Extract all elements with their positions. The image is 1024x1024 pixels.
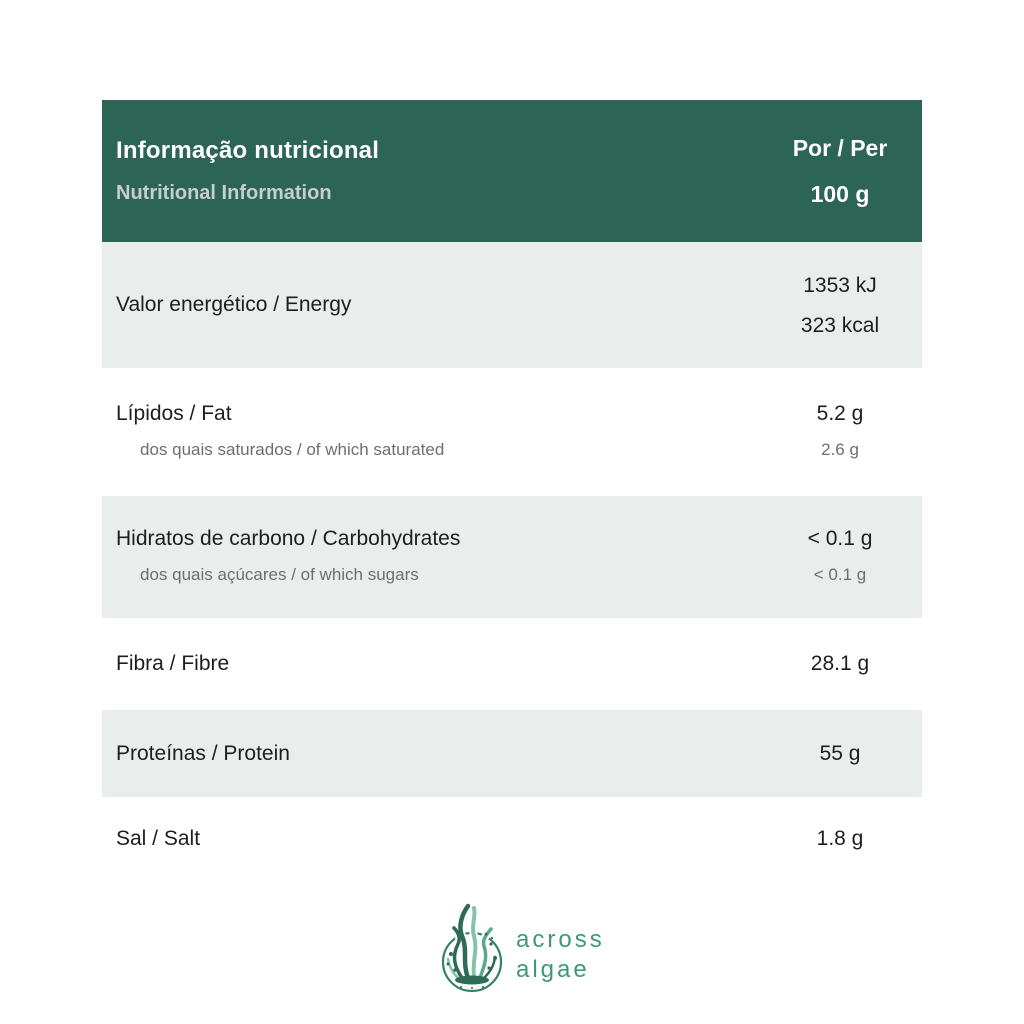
- across-algae-logo: [434, 896, 605, 1000]
- table-title-pt: Informação nutricional: [116, 137, 380, 164]
- table-header-per-column: [758, 100, 922, 242]
- row-value: 55 g: [819, 741, 861, 765]
- table-row-carbohydrates: [102, 496, 922, 618]
- table-row-energy: [102, 242, 922, 368]
- row-value: 1.8 g: [816, 827, 864, 850]
- table-title-en: Nutritional Information: [116, 182, 332, 204]
- row-label: Lípidos / Fat: [116, 402, 232, 425]
- table-row-protein: [102, 710, 922, 797]
- table-header-titles: [102, 100, 758, 242]
- nutrition-table: [102, 100, 922, 881]
- row-value-kj: 1353 kJ: [803, 273, 877, 297]
- row-label: Proteínas / Protein: [116, 741, 290, 765]
- row-label: Sal / Salt: [116, 827, 201, 850]
- row-label: Fibra / Fibre: [116, 652, 230, 675]
- row-sub-label: dos quais saturados / of which saturated: [140, 440, 445, 459]
- row-main-line: [102, 736, 922, 772]
- logo-word-algae: algae: [516, 956, 590, 983]
- logo-wordmark: [516, 925, 605, 985]
- row-main-line: [102, 396, 922, 432]
- row-main-line: [102, 646, 922, 682]
- row-sub-line: [102, 557, 922, 593]
- table-row-fat: [102, 368, 922, 496]
- table-row-salt: [102, 797, 922, 881]
- row-sub-line: [102, 432, 922, 468]
- row-value-kcal: 323 kcal: [800, 313, 880, 337]
- table-row-fibre: [102, 618, 922, 710]
- row-label: Hidratos de carbono / Carbohydrates: [116, 527, 461, 550]
- table-header: [102, 100, 922, 242]
- logo-word-across: across: [516, 926, 605, 953]
- row-label: Valor energético / Energy: [116, 293, 352, 316]
- row-value: 28.1 g: [810, 652, 870, 675]
- per-label: Por / Per: [792, 134, 888, 161]
- row-value: 5.2 g: [816, 402, 864, 425]
- seaweed-circle-icon: [434, 896, 506, 1000]
- row-value: < 0.1 g: [807, 527, 873, 550]
- row-sub-value: 2.6 g: [821, 440, 859, 459]
- row-main-line: [102, 521, 922, 557]
- per-amount: 100 g: [810, 180, 870, 207]
- row-sub-label: dos quais açúcares / of which sugars: [140, 565, 419, 584]
- row-main-line: [102, 821, 922, 857]
- row-value-stack: [758, 274, 922, 337]
- row-sub-value: < 0.1 g: [813, 565, 867, 584]
